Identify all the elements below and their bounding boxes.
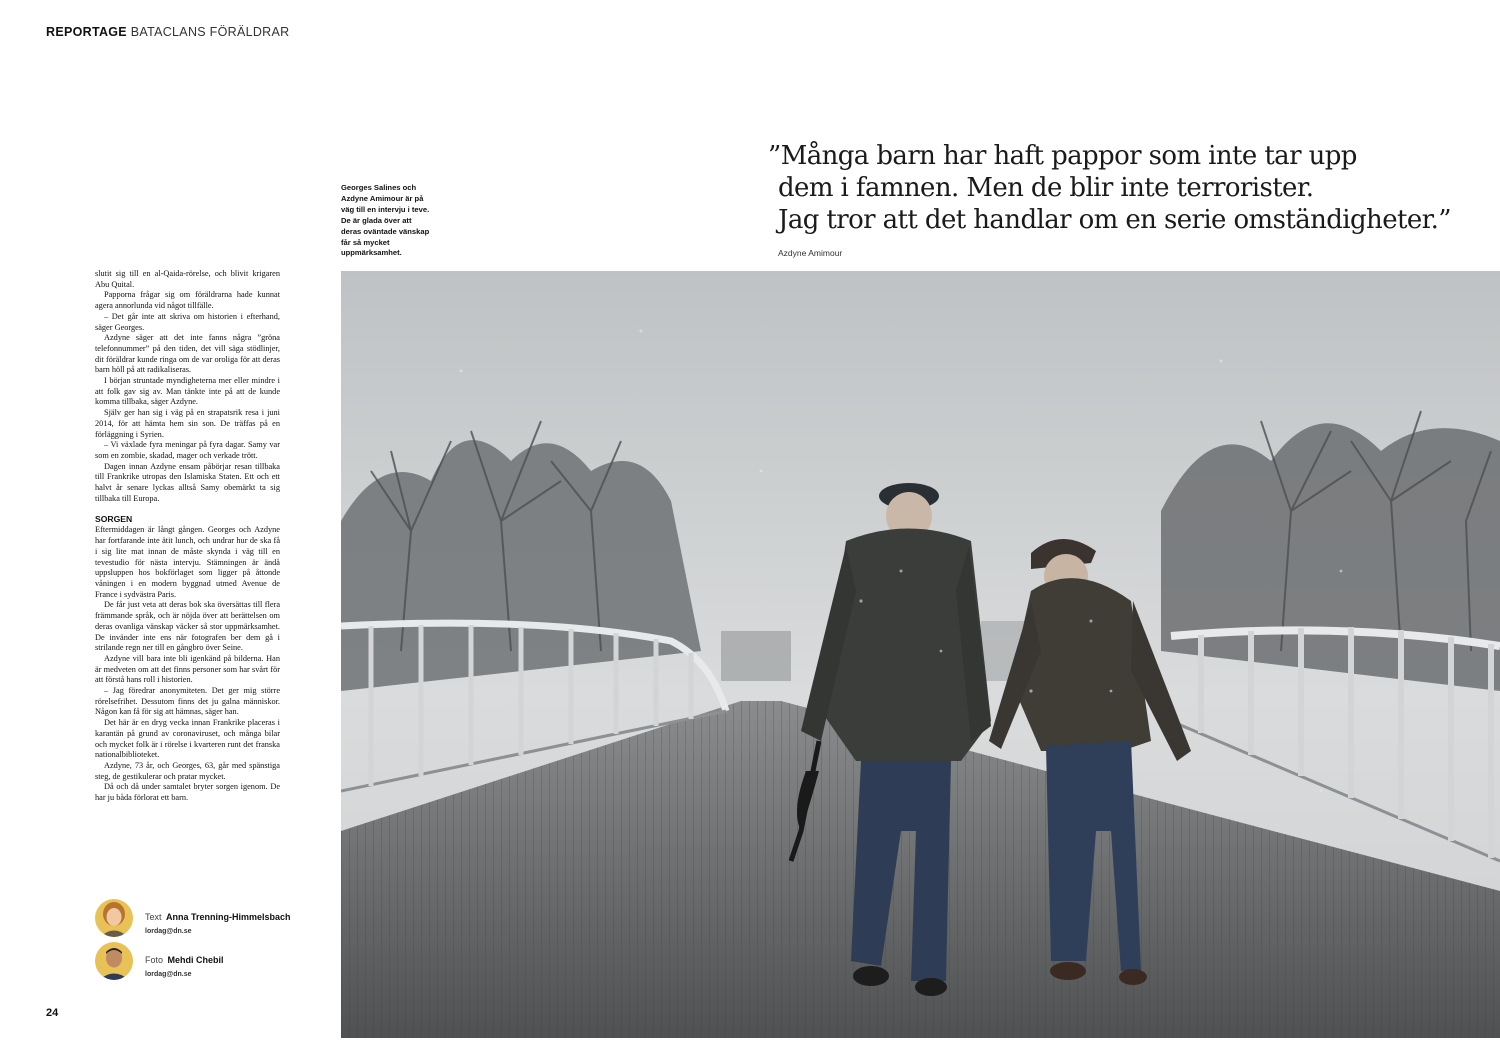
photographer-avatar	[95, 942, 133, 980]
article-paragraph: Eftermiddagen är långt gången. Georges och Azdyne har fortfarande inte ätit lunch, och undrar hur de ska få i sig lite mat innan de måste skynda i väg till en tevestudio för nästa intervju. Stämningen är ändå uppsluppen hos bokförlaget som ligger på åttonde våningen i en modern byggnad utmed Avenue de France i sydvästra Paris.	[95, 525, 280, 599]
article-paragraph: – Jag föredrar anonymiteten. Det ger mig större rörelsefrihet. Dessutom finns det ju galna människor. Någon kan få för sig att hämnas, säger han.	[95, 686, 280, 717]
article-paragraph: Papporna frågar sig om föräldrarna hade kunnat agera annorlunda vid något tillfälle.	[95, 290, 280, 311]
article-paragraph: – Vi växlade fyra meningar på fyra dagar. Samy var som en zombie, skadad, mager och verkade trött.	[95, 440, 280, 460]
article-paragraph: – Det går inte att skriva om historien i efterhand, säger Georges.	[95, 311, 280, 332]
article-paragraph: De får just veta att deras bok ska översättas till flera främmande språk, och är nöjda över att berättelsen om deras ovanliga vänskap väcker så stor uppmärksamhet. De invänder inte ens när fotografen ber dem gå i strilande regn ner till en gångbro över Seine.	[95, 600, 280, 653]
byline-name: Mehdi Chebil	[167, 955, 224, 965]
article-paragraph: Azdyne säger att det inte fanns några ”gröna telefonnummer” på den tiden, det vill säga stödlinjer, dit föräldrar kunde ringa om de var oroliga för att deras barn höll på att radikaliseras.	[95, 333, 280, 375]
article-paragraph: Dagen innan Azdyne ensam påbörjar resan tillbaka till Frankrike utropas den Islamiska Staten. Ett och ett halvt år senare lyckas alltså Samy obemärkt ta sig tillbaka till Europa.	[95, 461, 280, 503]
article-paragraph: Då och då under samtalet bryter sorgen igenom. De har ju båda förlorat ett barn.	[95, 782, 280, 803]
article-paragraph: Azdyne, 73 år, och Georges, 63, går med spänstiga steg, de gestikulerar och pratar mycket.	[95, 760, 280, 781]
article-paragraph: Det här är en dryg vecka innan Frankrike placeras i karantän på grund av coronaviruset, och många bilar och mycket folk är i rörelse i kvarteren runt det franska nationalbiblioteket.	[95, 718, 280, 760]
article-subheading: SORGEN	[95, 514, 133, 525]
header-section: BATACLANS FÖRÄLDRAR	[130, 25, 290, 39]
byline-role: Text	[145, 912, 162, 922]
article-paragraph: slutit sig till en al-Qaida-rörelse, och blivit krigaren Abu Quital.	[95, 269, 280, 289]
pull-quote-line: dem i famnen. Men de blir inte terrorister.	[778, 173, 1314, 203]
article-paragraph: Själv ger han sig i väg på en strapatsrik resa i juni 2014, för att hämta hem sin son. De träffas på en förläggning i Syrien.	[95, 408, 280, 439]
article-column	[95, 269, 280, 804]
pull-quote-line: ”Många barn har haft pappor som inte tar upp	[768, 141, 1357, 171]
pull-quote-attribution: Azdyne Amimour	[778, 248, 843, 258]
author-avatar	[95, 899, 133, 937]
main-photo	[341, 271, 1500, 1038]
pull-quote-line: Jag tror att det handlar om en serie omständigheter.”	[778, 205, 1451, 235]
page-number: 24	[46, 1007, 59, 1019]
page-header	[46, 25, 289, 39]
article-paragraph: Azdyne vill bara inte bli igenkänd på bilderna. Han är medveten om att det finns personer som har svårt för att förstå hans roll i historien.	[95, 653, 280, 685]
photo-caption: Georges Salines och Azdyne Amimour är på väg till en intervju i teve. De är glada över att deras oväntade vänskap får så mycket uppmärksamhet.	[341, 183, 430, 258]
byline-name: Anna Trenning-Himmelsbach	[165, 912, 291, 922]
article-paragraph: I början struntade myndigheterna mer eller mindre i att folk gav sig av. Man tänkte inte på att de kunde komma tillbaka, säger Azdyne.	[95, 376, 280, 407]
header-kicker: REPORTAGE	[46, 25, 127, 39]
byline-email[interactable]: lordag@dn.se	[145, 971, 192, 978]
byline-role: Foto	[145, 955, 164, 965]
pull-quote	[768, 140, 1468, 236]
byline-email[interactable]: lordag@dn.se	[145, 928, 192, 935]
